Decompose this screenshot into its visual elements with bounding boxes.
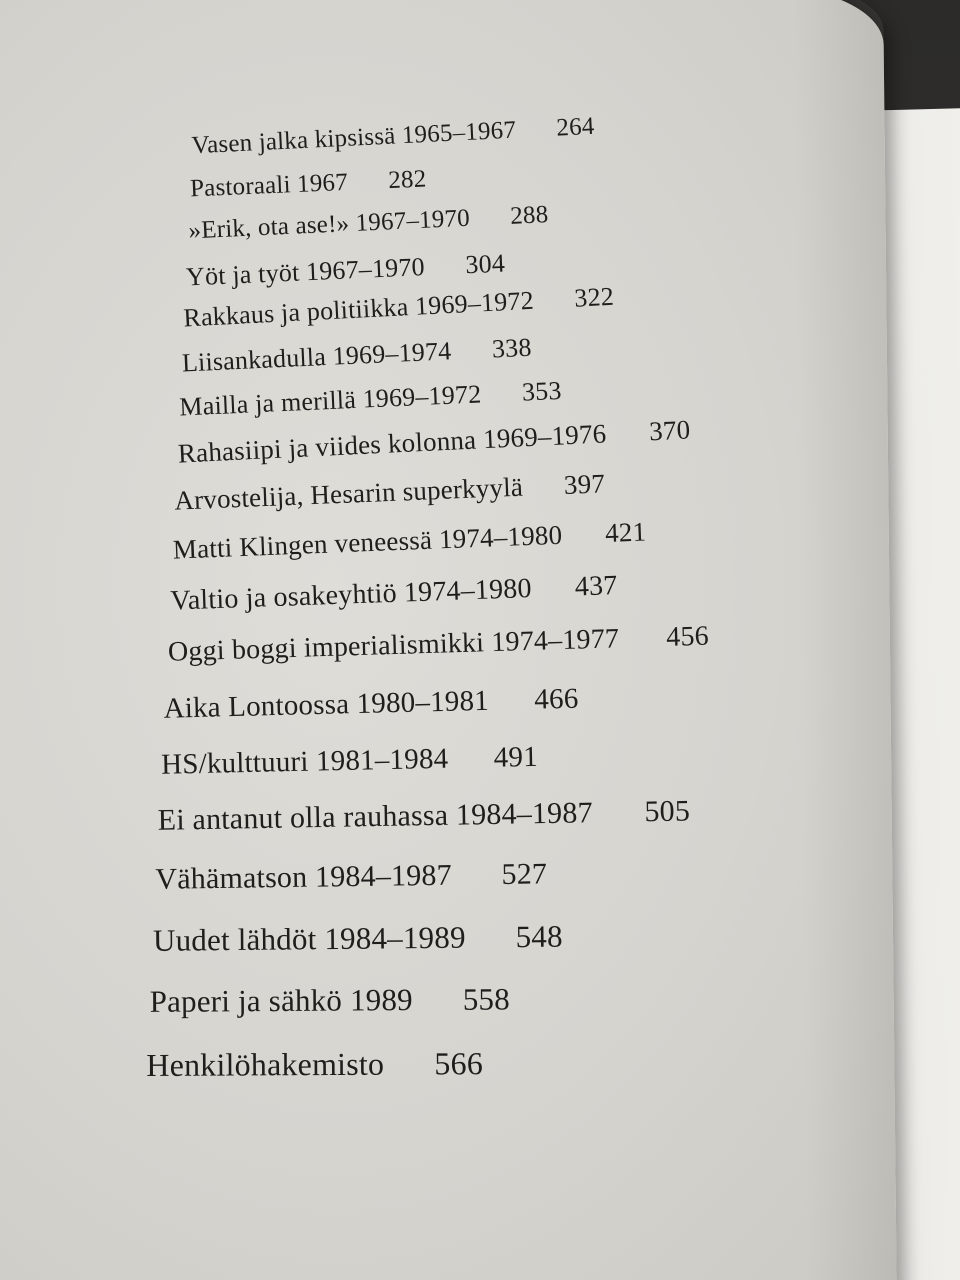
toc-entry-title: Aika Lontoossa 1980–1981 — [163, 684, 490, 725]
toc-entry — [168, 621, 710, 669]
toc-entry-title: Ei antanut olla rauhassa 1984–1987 — [157, 796, 594, 837]
toc-entry — [157, 795, 690, 838]
toc-entry-title: Henkilöhakemisto — [146, 1045, 385, 1083]
toc-entry-page: 456 — [665, 620, 710, 653]
toc-entry — [190, 166, 427, 204]
toc-entry-page: 505 — [644, 794, 691, 829]
toc-entry — [174, 468, 606, 516]
toc-entry-page: 282 — [387, 165, 427, 195]
toc-entry-title: HS/kulttuuri 1981–1984 — [160, 742, 449, 781]
toc-entry-page: 566 — [434, 1045, 484, 1082]
toc-entry-page: 322 — [573, 281, 615, 313]
toc-entry — [161, 741, 538, 782]
toc-entry — [153, 919, 563, 959]
toc-entry — [185, 249, 505, 293]
toc-entry-page: 397 — [563, 468, 606, 500]
toc-entry — [146, 1045, 483, 1084]
toc-entry-title: Uudet lähdöt 1984–1989 — [152, 919, 466, 958]
toc-entry-title: Valtio ja osakeyhtiö 1974–1980 — [169, 573, 533, 617]
toc-entry — [150, 981, 510, 1020]
toc-entry-title: »Erik, ota ase!» 1967–1970 — [187, 204, 471, 245]
toc-entry — [188, 201, 549, 245]
toc-entry-title: Matti Klingen veneessä 1974–1980 — [172, 519, 563, 565]
toc-entry-title: Rakkaus ja politiikka 1969–1972 — [182, 285, 535, 333]
toc-entry — [181, 333, 532, 379]
toc-entry — [155, 857, 547, 896]
toc-entry-page: 304 — [464, 248, 506, 280]
toc-entry-title: Pastoraali 1967 — [189, 168, 349, 203]
toc-entry-title: Rahasiipi ja viides kolonna 1969–1976 — [177, 418, 608, 469]
toc-entry-page: 338 — [491, 332, 533, 364]
toc-entry-title: Mailla ja merillä 1969–1972 — [178, 379, 482, 422]
toc-entry-title: Arvostelija, Hesarin superkyylä — [173, 471, 524, 516]
toc-entry-title: Paperi ja sähkö 1989 — [149, 982, 413, 1019]
toc-entry-title: Yöt ja työt 1967–1970 — [185, 252, 426, 292]
toc-entry — [179, 376, 562, 423]
toc-entry-title: Vähämatson 1984–1987 — [155, 858, 453, 896]
toc-entry-page: 558 — [462, 981, 510, 1017]
toc-entry-page: 466 — [533, 682, 579, 716]
toc-entry — [177, 414, 691, 469]
toc-entry — [172, 516, 646, 565]
toc-entry — [163, 683, 579, 726]
toc-entry-page: 437 — [574, 570, 618, 603]
toc-entry-page: 527 — [501, 857, 548, 892]
toc-entry — [191, 113, 595, 161]
toc-entry-page: 370 — [648, 414, 691, 447]
toc-entry-title: Vasen jalka kipsissä 1965–1967 — [191, 116, 517, 160]
toc-entry-page: 264 — [555, 112, 596, 142]
toc-entry-title: Liisankadulla 1969–1974 — [181, 336, 452, 378]
toc-entry-page: 491 — [493, 740, 539, 774]
toc-entry-page: 548 — [515, 918, 563, 955]
toc-entry-page: 421 — [604, 516, 647, 549]
toc-entry-title: Oggi boggi imperialismikki 1974–1977 — [167, 623, 620, 668]
toc-entry — [170, 570, 618, 618]
toc-entry-page: 353 — [521, 375, 563, 407]
toc-entry-page: 288 — [509, 201, 549, 230]
